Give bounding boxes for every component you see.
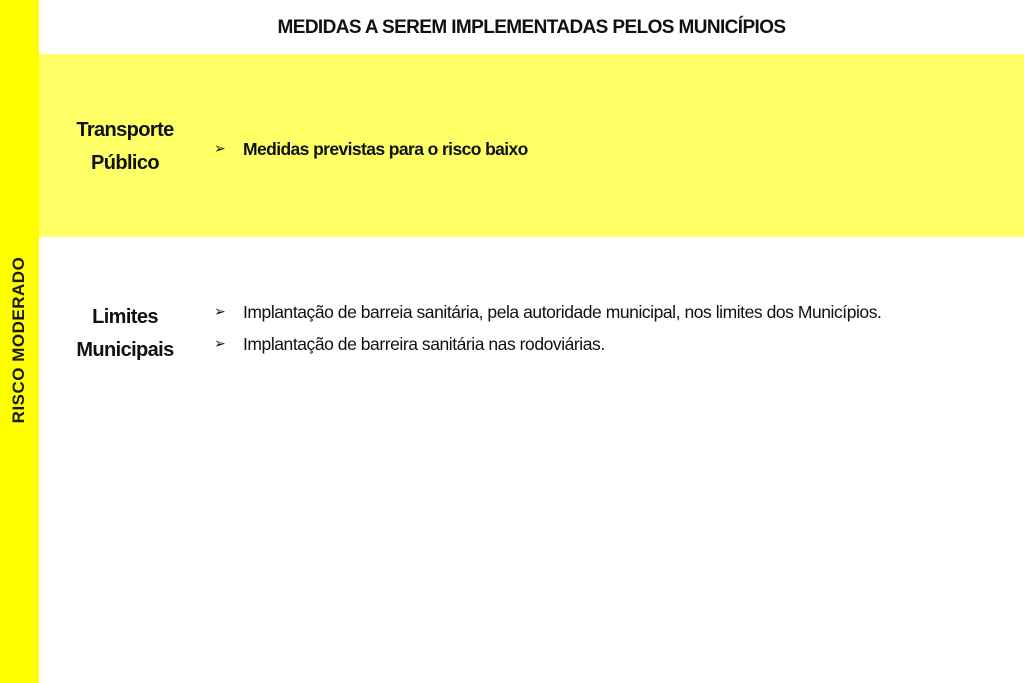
measures-list [214,296,881,360]
arrowhead-bullet-icon: ➢ [214,304,226,320]
list-item-text: Implantação de barreira sanitária nas rodoviárias. [243,334,605,354]
arrowhead-bullet-icon: ➢ [214,141,226,157]
row-label-line: Municipais [76,339,174,361]
risk-level-label: RISCO MODERADO [9,256,28,424]
list-item [214,328,881,360]
row-label-public-transport [67,114,183,180]
row-label-line: Limites [92,306,158,328]
list-item [214,296,881,328]
row-label-line: Público [90,152,160,174]
list-item [214,133,528,165]
list-item-text: Medidas previstas para o risco baixo [243,139,528,159]
list-item-text: Implantação de barreia sanitária, pela autoridade municipal, nos limites dos Municípios. [243,302,882,322]
row-label-line: Transporte [76,119,174,141]
row-public-transport [39,54,1024,237]
row-municipal-limits [39,237,1024,683]
row-label-municipal-limits [67,301,183,367]
risk-level-band [0,0,39,683]
arrowhead-bullet-icon: ➢ [214,336,226,352]
page-title: MEDIDAS A SEREM IMPLEMENTADAS PELOS MUNICÍPIOS [277,17,786,38]
measures-list [214,133,528,165]
